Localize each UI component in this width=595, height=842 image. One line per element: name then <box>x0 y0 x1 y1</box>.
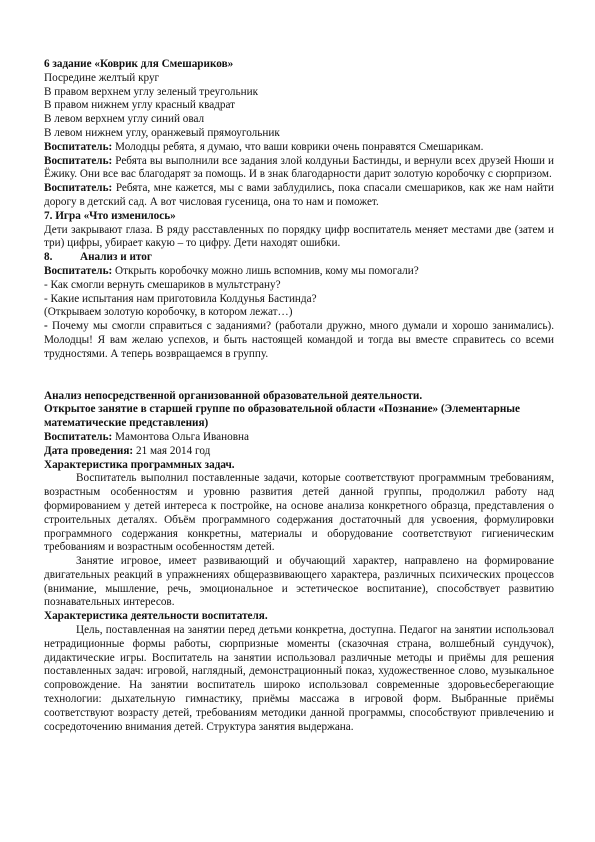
date-value: 21 мая 2014 год <box>133 444 211 457</box>
final-paragraph <box>44 320 554 361</box>
section-heading: Характеристика деятельности воспитателя. <box>44 610 268 623</box>
section-heading: Характеристика программных задач. <box>44 458 235 471</box>
document-page <box>44 58 554 734</box>
body-paragraph: Воспитатель выполнил поставленные задачи, которые соответствуют программным требованиям, возрастным особенностям и уровню развития детей данной группы, продолжил работу над формированием у детей интереса к постройке, на основе анализа конкретного образца, представления о строительных деталях. Объём программного содержания достаточный для усвоения, формулировки программного содержания конкретны, материалы и оборудование соответствуют гигиеническим требованиям и возрастным особенностям детей. <box>44 472 554 554</box>
dash: - <box>44 320 48 333</box>
task6-line: В левом верхнем углу синий овал <box>44 113 205 126</box>
task6-line: В правом верхнем углу зеленый треугольник <box>44 85 259 98</box>
dialog-paragraph <box>44 182 554 210</box>
analysis-subtitle: Открытое занятие в старшей группе по образовательной области «Познание» (Элементарные математические представления) <box>44 403 520 430</box>
speaker-label: Воспитатель: <box>44 182 113 195</box>
dialog-paragraph <box>44 155 554 183</box>
date-line <box>44 445 554 459</box>
dialog-text: Ребята, мне кажется, мы с вами заблудились, пока спасали смешариков, как же нам найти дорогу в детский сад. А вот числовая гусеница, она то нам и поможет. <box>44 182 554 208</box>
section8-heading <box>44 251 554 265</box>
speaker-label: Воспитатель: <box>44 264 113 277</box>
teacher-line <box>44 431 554 445</box>
section8-number: 8. <box>44 251 53 264</box>
task6-line: В левом нижнем углу, оранжевый прямоугольник <box>44 126 280 139</box>
section-gap <box>44 376 554 390</box>
speaker-label: Воспитатель: <box>44 154 113 167</box>
section8-title: Анализ и итог <box>80 251 152 264</box>
game7-title: 7. Игра «Что изменилось» <box>44 209 176 222</box>
body-paragraph: Занятие игровое, имеет развивающий и обучающий характер, направлено на формирование двигательных реакций в упражнениях общеразвивающего характера, различных психических процессов (внимание, мышление, речь, эмоциональное и эстетическое воспитание), способствует развитию познавательных интересов. <box>44 555 554 609</box>
analysis-title: Анализ непосредственной организованной образовательной деятельности. <box>44 389 423 402</box>
teacher-name: Мамонтова Ольга Ивановна <box>112 430 249 443</box>
task6-line: В правом нижнем углу красный квадрат <box>44 99 236 112</box>
dialog-text: Молодцы ребята, я думаю, что ваши коврики очень понравятся Смешарикам. <box>112 140 484 153</box>
body-paragraph: Цель, поставленная на занятии перед детьми конкретна, доступна. Педагог на занятии использовал нетрадиционные формы работы, сюрпризные моменты (сказочная страна, волшебный сундучок), дидактические игры. Воспитатель на занятии использовал различные методы и приёмы для решения поставленных задач: игровой, наглядный, демонстрационный показ, художественное слово, музыкальное сопровождение. На занятии воспитатель широко использовал современные здоровьесберегающие технологии: дыхательную гимнастику, приёмы массажа в игровой форм. Выбранные приёмы соответствуют возрасту детей, требованиям методики данной программы, способствуют привлечению и сосредоточению внимания детей. Структура занятия выдержана. <box>44 624 554 733</box>
dialog-paragraph <box>44 265 554 279</box>
dialog-text: Ребята вы выполнили все задания злой колдуньи Бастинды, и вернули всех друзей Нюши и Ёжику. Они все вас благодарят за помощь. И в знак благодарности дарит золотую коробочку с сюрпризом. <box>44 154 554 181</box>
date-label: Дата проведения: <box>44 444 134 457</box>
task6-line: Посредине желтый круг <box>44 71 160 84</box>
note-line: (Открываем золотую коробочку, в котором лежат…) <box>44 306 293 319</box>
game7-text: Дети закрывают глаза. В ряду расставленных по порядку цифр воспитатель меняет местами две (затем и три) цифры, убирает какую – то цифру. Дети находят ошибки. <box>44 223 554 250</box>
dialog-paragraph <box>44 141 554 155</box>
final-text: Почему мы смогли справиться с заданиями? (работали дружно, много думали и хорошо занимались). Молодцы! Я вам желаю успехов, и быть настоящей командой и тогда вы вместе справитесь со всеми трудностями. А теперь возвращаемся в группу. <box>44 320 554 360</box>
task6-title: 6 задание «Коврик для Смешариков» <box>44 58 234 70</box>
dialog-text: Открыть коробочку можно лишь вспомнив, кому мы помогали? <box>112 264 419 277</box>
section-gap <box>44 362 554 376</box>
speaker-label: Воспитатель: <box>44 140 113 153</box>
question-line: - Как смогли вернуть смешариков в мультстрану? <box>44 278 281 291</box>
teacher-label: Воспитатель: <box>44 430 113 443</box>
question-line: - Какие испытания нам приготовила Колдунья Бастинда? <box>44 292 317 305</box>
